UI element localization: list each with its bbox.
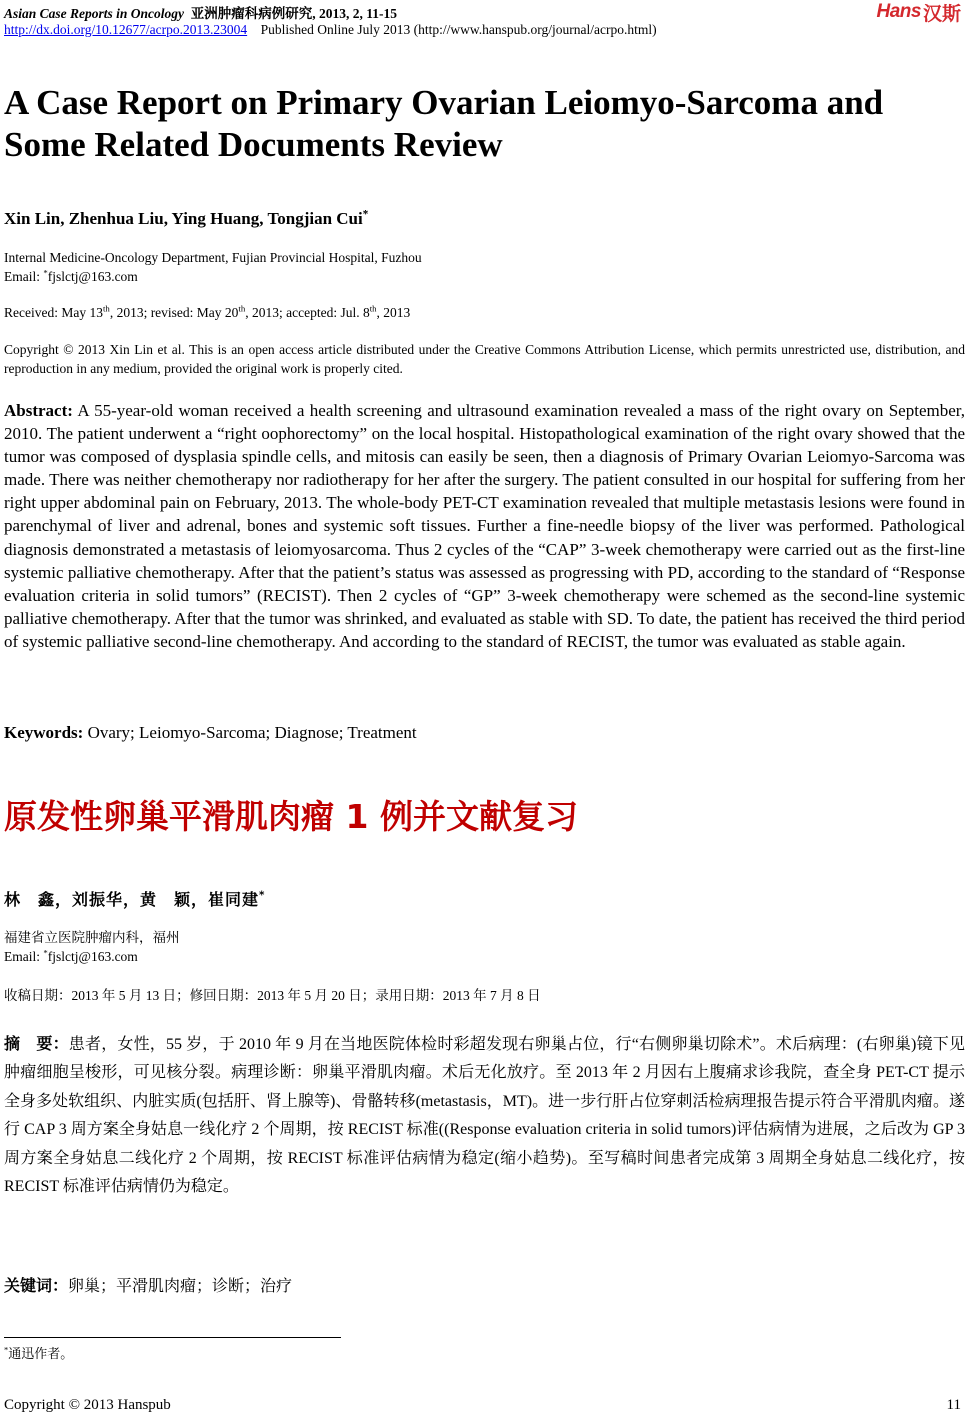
keywords-cn: [4, 1273, 292, 1296]
keywords-label-en: Keywords:: [4, 723, 84, 742]
abstract-cn: [4, 1030, 965, 1201]
received-date: Received: May 13: [4, 305, 103, 320]
logo-text: Hans: [876, 1, 921, 22]
footnote-divider: [4, 1337, 341, 1338]
running-header: [4, 2, 397, 22]
affiliation-en: Internal Medicine-Oncology Department, Fujian Provincial Hospital, Fuzhou: [4, 250, 422, 265]
email-address-cn: fjslctj@163.com: [47, 949, 138, 964]
revised-date: , 2013; revised: May 20: [109, 305, 239, 320]
abstract-text-cn: 患者，女性，55 岁，于 2010 年 9 月在当地医院体检时彩超发现右卵巢占位，行“右侧卵巢切除术”。术后病理：(右卵巢)镜下见肿瘤细胞呈梭形，可见核分裂。病理诊断：卵巢平滑肌肉瘤。术后无化放疗。至 2013 年 2 月因右上腹痛求诊我院，查全身 PET-CT 提示全身多处软组织、内脏实质(包括肝、肾上腺等)、骨骼转移(metastasis，MT)。进一步行肝占位穿刺活检病理报告提示符合平滑肌肉瘤。遂行 CAP 3 周方案全身姑息一线化疗 2 个周期，按 RECIST 标准((Response evaluation criteria in solid tumors)评估病情为进展，之后改为 GP 3 周方案全身姑息二线化疗 2 个周期，按 RECIST 标准评估病情为稳定(缩小趋势)。至写稿时间患者完成第 3 周期全身姑息二线化疗，按 RECIST 标准评估病情仍为稳定。: [4, 1036, 965, 1196]
authors-en: [4, 209, 368, 229]
email-address: fjslctj@163.com: [47, 269, 138, 284]
dates-cn: 收稿日期：2013 年 5 月 13 日；修回日期：2013 年 5 月 20 日；录用日期：2013 年 7 月 8 日: [4, 988, 541, 1003]
abstract-label-cn: 摘 要：: [4, 1034, 69, 1053]
copyright-notice: Copyright © 2013 Xin Lin et al. This is an open access article distributed under the Creative Commons Attribution License, which permits unrestricted use, distribution, and reproduction in any medium, provided the original work is properly cited.: [4, 342, 965, 376]
email-line-cn: [4, 947, 180, 966]
corresponding-mark-cn: *: [259, 889, 266, 902]
doi-link[interactable]: http://dx.doi.org/10.12677/acrpo.2013.23004: [4, 22, 248, 37]
accepted-date: , 2013; accepted: Jul. 8: [245, 305, 370, 320]
received-sup: th: [102, 303, 110, 314]
keywords-text-en: Ovary; Leiomyo-Sarcoma; Diagnose; Treatment: [87, 723, 417, 742]
keywords-label-cn: 关键词：: [4, 1276, 69, 1295]
affiliation-cn: 福建省立医院肿瘤内科，福州: [4, 930, 180, 945]
footer-copyright: Copyright © 2013 Hanspub: [4, 1397, 171, 1413]
keywords-en: [4, 723, 417, 743]
affiliation-block-cn: [4, 928, 180, 966]
email-label: Email:: [4, 269, 44, 284]
hans-logo: [877, 1, 961, 23]
corresponding-mark: *: [362, 208, 369, 221]
email-label-cn: Email:: [4, 949, 44, 964]
journal-name-en: Asian Case Reports in Oncology: [4, 6, 185, 21]
page-number: 11: [946, 1397, 961, 1413]
author-names-cn: 林 鑫，刘振华，黄 颖，崔同建: [4, 890, 260, 909]
footnote-mark: *: [4, 1344, 9, 1355]
author-names-en: Xin Lin, Zhenhua Liu, Ying Huang, Tongjian Cui: [4, 209, 363, 228]
title-cn: 原发性卵巢平滑肌肉瘤 1 例并文献复习: [4, 797, 578, 836]
published-online: Published Online July 2013 (http://www.hanspub.org/journal/acrpo.html): [260, 22, 657, 37]
logo-text-cn: 汉斯: [922, 2, 961, 25]
journal-name-cn-volume: 亚洲肿瘤科病例研究, 2013, 2, 11-15: [190, 6, 398, 21]
abstract-label-en: Abstract:: [4, 401, 73, 420]
footnote: [4, 1343, 73, 1362]
email-mark-cn: *: [43, 947, 48, 958]
accepted-sup: th: [369, 303, 377, 314]
dates-en: [4, 303, 410, 322]
doi-line: [4, 22, 657, 38]
abstract-text-en: A 55-year-old woman received a health screening and ultrasound examination revealed a mass of the right ovary on September, 2010. The patient underwent a “right oophorectomy” on the local hospital. Histopathological examination of the right ovary showed that the tumor was composed of dysplasia spindle cells, and mitosis can easily be seen, then a diagnosis of Primary Ovarian Leiomyo-Sarcoma was made. There was neither chemotherapy nor radiotherapy for her after the surgery. The patient consulted in our hospital for suffering from her right upper abdominal pain on February, 2013. The whole-body PET-CT examination revealed that multiple metastasis lesions were found in parenchymal of liver and adrenal, bones and systemic soft tissues. Further a fine-needle biopsy of the liver was performed. Pathological diagnosis demonstrated a metastasis of leiomyosarcoma. Thus 2 cycles of the “CAP” 3-week chemotherapy were carried out as the first-line systemic palliative chemotherapy. After that the patient’s status was assessed as progressing with PD, according to the standard of “Response evaluation criteria in solid tumors” (RECIST). Then 2 cycles of “GP” 3-week chemotherapy were schemed as the second-line systemic palliative chemotherapy. After that the tumor was shrinked, and evaluated as stable with SD. To date, the patient has received the third period of systemic palliative second-line chemotherapy. And according to the standard of RECIST, the tumor was evaluated as stable again.: [4, 401, 965, 651]
email-line-en: [4, 267, 422, 286]
abstract-en: [4, 399, 965, 653]
affiliation-block-en: [4, 248, 422, 286]
authors-cn: [4, 887, 265, 910]
accepted-year: , 2013: [376, 305, 411, 320]
revised-sup: th: [238, 303, 246, 314]
footnote-text: 通迅作者。: [8, 1346, 74, 1361]
title-en: A Case Report on Primary Ovarian Leiomyo-Sarcoma and Some Related Documents Review: [4, 83, 884, 164]
email-mark: *: [43, 267, 48, 278]
keywords-text-cn: 卵巢；平滑肌肉瘤；诊断；治疗: [68, 1278, 293, 1295]
